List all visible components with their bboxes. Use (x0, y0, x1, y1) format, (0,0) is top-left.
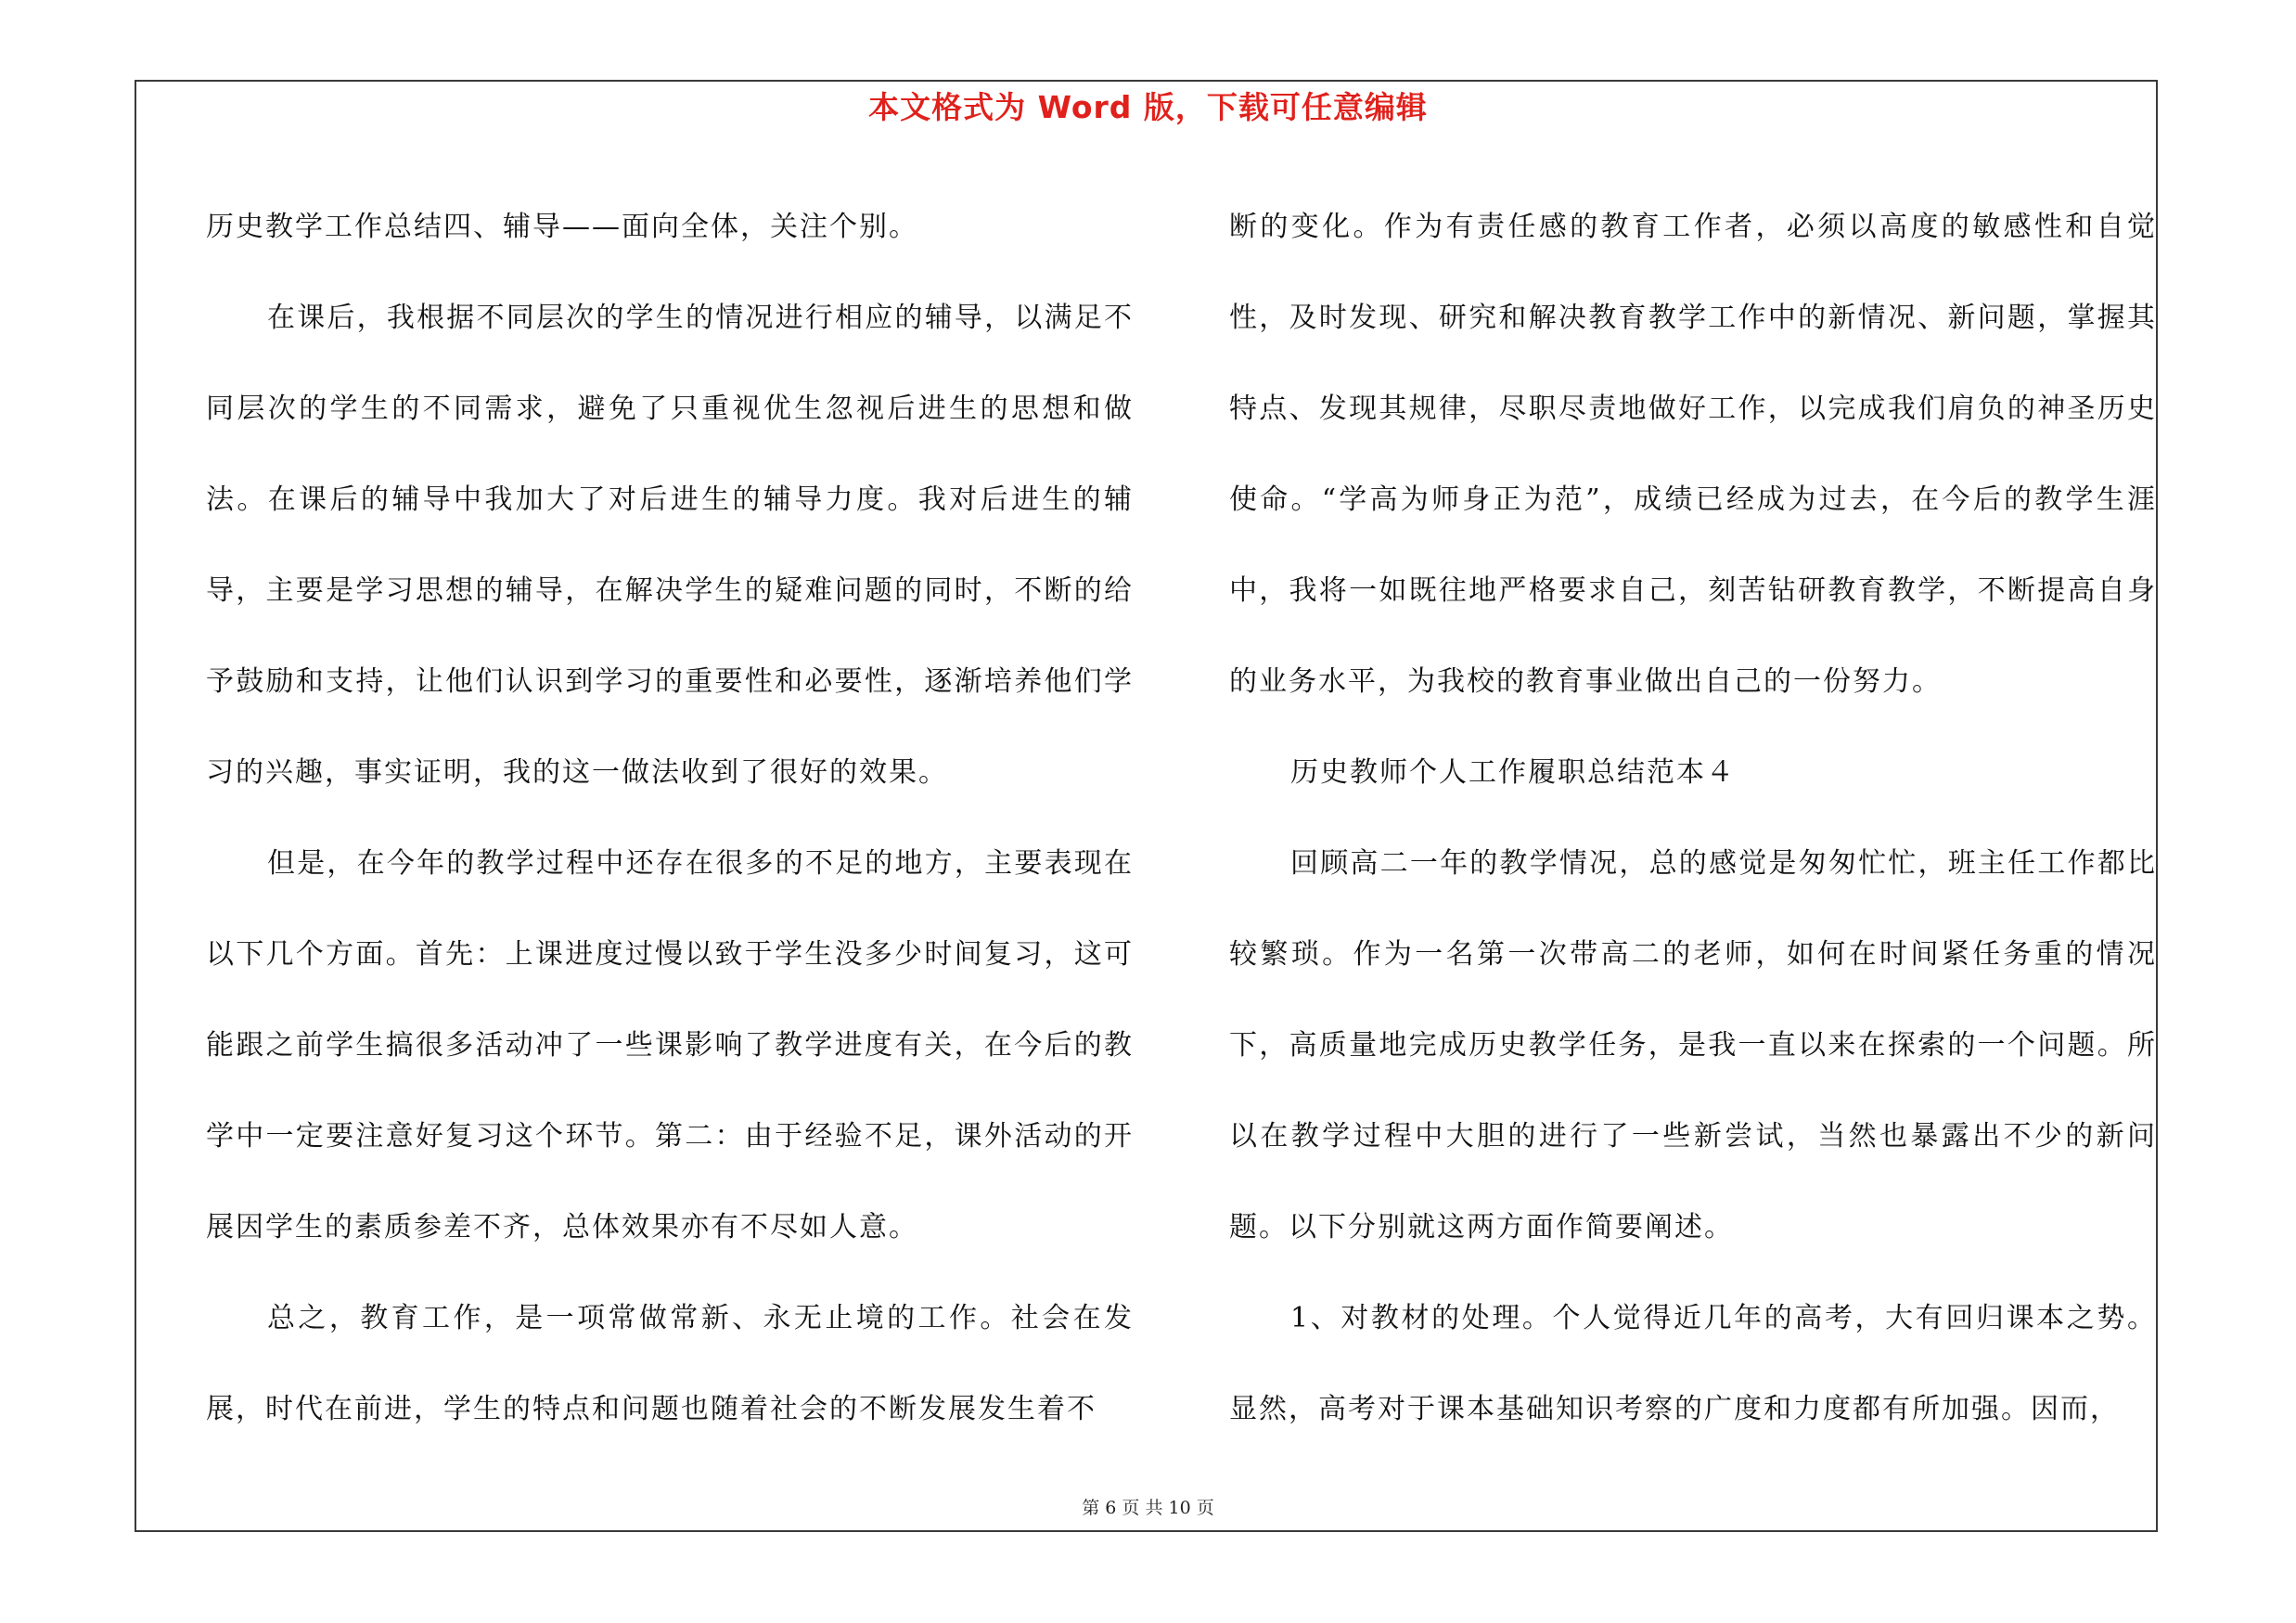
word-format-banner: 本文格式为 Word 版，下载可任意编辑 (868, 89, 1428, 125)
page-number-footer: 第 6 页 共 10 页 (1082, 1498, 1214, 1518)
left-text-column (206, 182, 1134, 1455)
paragraph-left-2: 在课后，我根据不同层次的学生的情况进行相应的辅导，以满足不同层次的学生的不同需求，避免了只重视优生忽视后进生的思想和做法。在课后的辅导中我加大了对后进生的辅导力度。我对后进生的辅导，主要是学习思想的辅导，在解决学生的疑难问题的同时，不断的给予鼓励和支持，让他们认识到学习的重要性和必要性，逐渐培养他们学习的兴趣，事实证明，我的这一做法收到了很好的效果。 (206, 302, 1134, 789)
paragraph-left-4: 总之，教育工作，是一项常做常新、永无止境的工作。社会在发展，时代在前进，学生的特点和问题也随着社会的不断发展发生着不 (206, 1302, 1134, 1425)
paragraph-right-4: 1、对教材的处理。个人觉得近几年的高考，大有回归课本之势。显然，高考对于课本基础知识考察的广度和力度都有所加强。因而， (1229, 1302, 2157, 1425)
paragraph-right-3: 回顾高二一年的教学情况，总的感觉是匆匆忙忙，班主任工作都比较繁琐。作为一名第一次带高二的老师，如何在时间紧任务重的情况下，高质量地完成历史教学任务，是我一直以来在探索的一个问题。所以在教学过程中大胆的进行了一些新尝试，当然也暴露出不少的新问题。以下分别就这两方面作简要阐述。 (1229, 847, 2157, 1243)
paragraph-left-1: 历史教学工作总结四、辅导——面向全体，关注个别。 (206, 211, 918, 243)
section-heading: 历史教师个人工作履职总结范本４ (1290, 756, 1736, 789)
paragraph-left-3: 但是，在今年的教学过程中还存在很多的不足的地方，主要表现在以下几个方面。首先：上课进度过慢以致于学生没多少时间复习，这可能跟之前学生搞很多活动冲了一些课影响了教学进度有关，在今后的教学中一定要注意好复习这个环节。第二：由于经验不足，课外活动的开展因学生的素质参差不齐，总体效果亦有不尽如人意。 (206, 847, 1134, 1243)
right-text-column (1229, 182, 2157, 1455)
paragraph-right-1: 断的变化。作为有责任感的教育工作者，必须以高度的敏感性和自觉性，及时发现、研究和解决教育教学工作中的新情况、新问题，掌握其特点、发现其规律，尽职尽责地做好工作，以完成我们肩负的神圣历史使命。“学高为师身正为范”，成绩已经成为过去，在今后的教学生涯中，我将一如既往地严格要求自己，刻苦钻研教育教学，不断提高自身的业务水平，为我校的教育事业做出自己的一份努力。 (1229, 211, 2157, 698)
